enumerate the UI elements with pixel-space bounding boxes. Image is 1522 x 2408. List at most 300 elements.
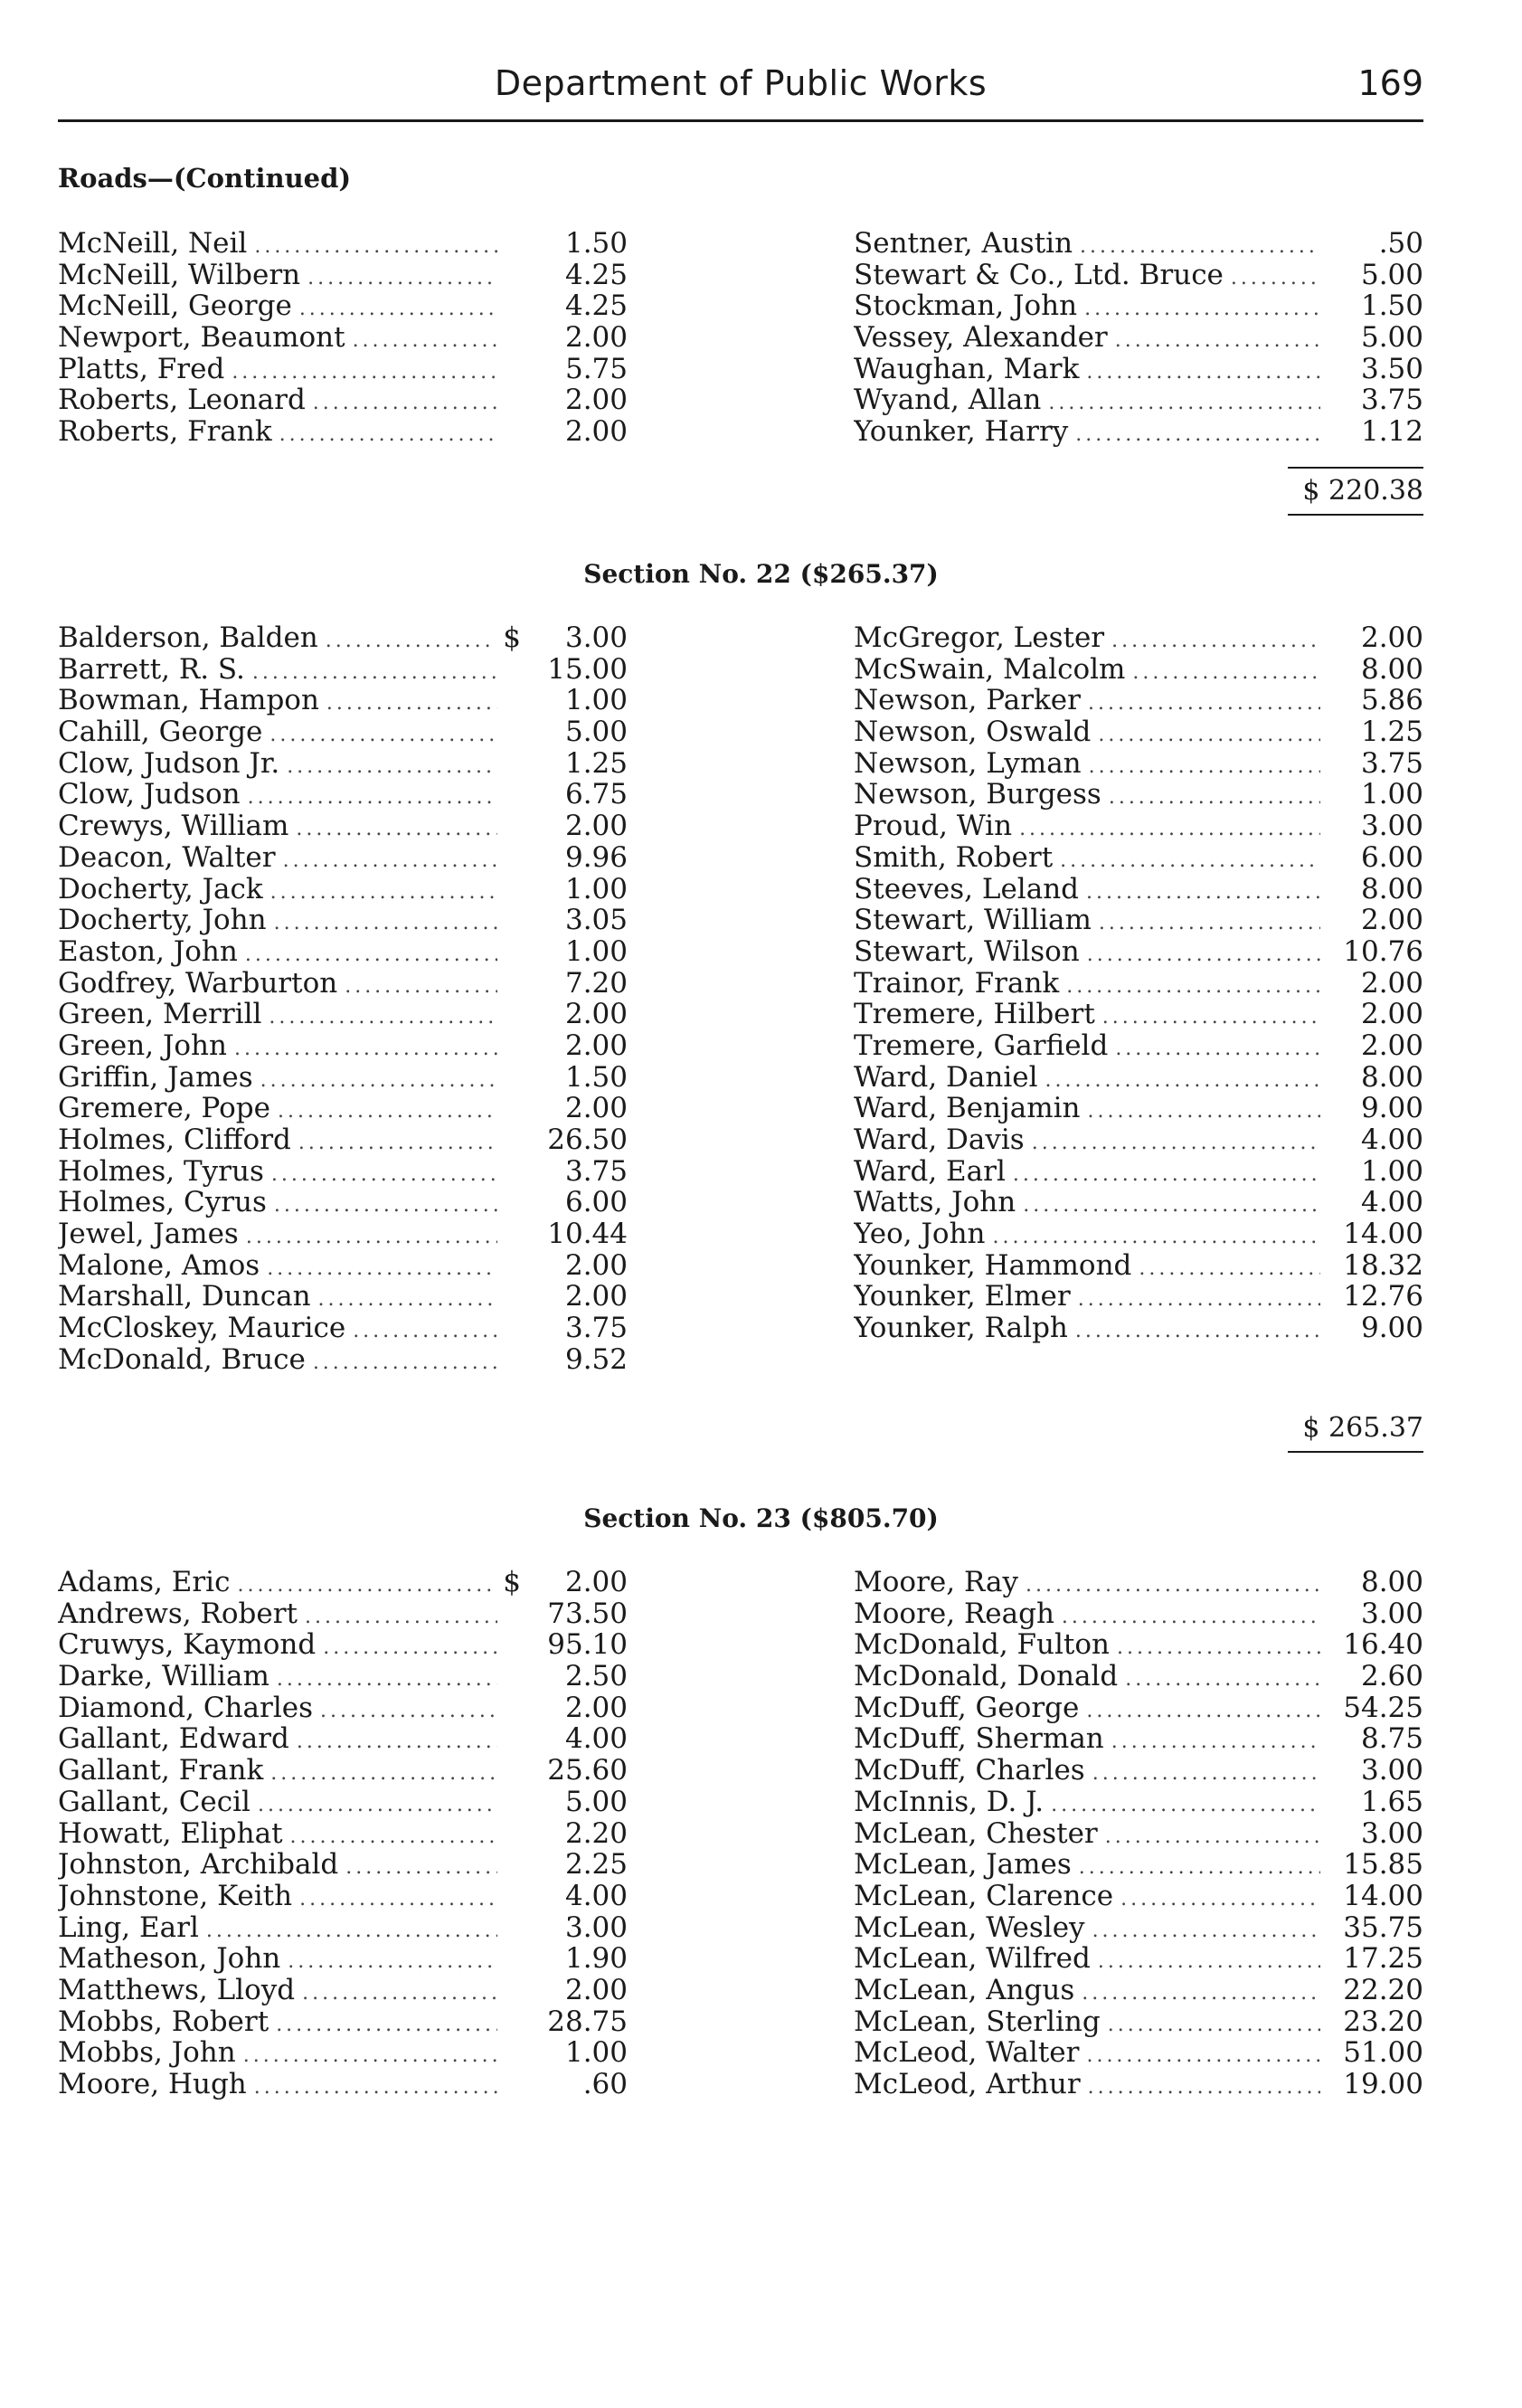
ledger-row [854, 2006, 1423, 2038]
ledger-row [854, 622, 1423, 654]
ledger-row [58, 842, 628, 874]
payment-amount: 1.65 [1360, 1786, 1423, 1818]
dot-leader [307, 263, 497, 291]
dot-leader [234, 1034, 497, 1062]
payment-amount: 2.00 [564, 1974, 628, 2006]
dot-leader [1098, 720, 1320, 748]
dot-leader [1115, 326, 1320, 354]
ledger-row [58, 2069, 628, 2100]
payee-name: McDonald, Bruce [58, 1343, 306, 1376]
payment-amount: 6.75 [564, 779, 628, 811]
payee-name: Waughan, Mark [854, 353, 1080, 385]
payee-name: Moore, Hugh [58, 2069, 247, 2100]
dot-leader [345, 1853, 497, 1881]
dot-leader [1115, 1034, 1320, 1062]
ledger-row [854, 416, 1423, 448]
ledger-row [58, 1755, 628, 1787]
payment-amount: 2.50 [564, 1661, 628, 1692]
ledger-row [854, 1313, 1423, 1344]
ledger-row [854, 842, 1423, 874]
payment-amount: 3.00 [1360, 1755, 1423, 1787]
ledger-row [854, 354, 1423, 385]
payee-name: McLean, James [854, 1849, 1072, 1881]
ledger-row [58, 779, 628, 811]
dot-leader [267, 1254, 497, 1282]
ledger-row [58, 1313, 628, 1344]
payment-amount: 1.00 [564, 685, 628, 717]
ledger-row [854, 1598, 1423, 1630]
dot-leader [353, 1316, 497, 1344]
dot-leader [305, 1602, 497, 1630]
payee-name: Clow, Judson Jr. [58, 747, 280, 780]
ledger-row [58, 1567, 628, 1598]
payment-amount: 2.00 [564, 1093, 628, 1124]
page-header [58, 63, 1423, 114]
payment-amount: 3.75 [564, 1313, 628, 1344]
payment-amount: 28.75 [547, 2005, 628, 2038]
ledger-row [854, 1218, 1423, 1250]
payment-amount: 2.00 [564, 1029, 628, 1062]
payment-amount: 35.75 [1343, 1911, 1423, 1944]
payment-amount: 1.00 [1360, 1155, 1423, 1188]
payment-amount: 1.00 [564, 2037, 628, 2069]
dot-leader [274, 908, 497, 936]
payee-name: Holmes, Tyrus [58, 1155, 264, 1188]
ledger-row [58, 811, 628, 842]
payee-name: Godfrey, Warburton [58, 967, 338, 1000]
payee-name: Cruwys, Kaymond [58, 1629, 317, 1662]
payee-name: Howatt, Eliphat [58, 1817, 283, 1850]
ledger-row [854, 716, 1423, 748]
payment-amount: 3.00 [1360, 1597, 1423, 1630]
dot-leader [298, 1128, 497, 1156]
payee-name: Stewart & Co., Ltd. Bruce [854, 259, 1224, 291]
ledger-row [58, 622, 628, 654]
payee-name: Cahill, George [58, 716, 263, 748]
payee-name: Gallant, Frank [58, 1755, 264, 1787]
dot-leader [1111, 1727, 1320, 1755]
ledger-row [854, 1881, 1423, 1912]
payee-name: McCloskey, Maurice [58, 1313, 346, 1344]
payee-name: Sentner, Austin [854, 228, 1073, 260]
ledger-row [58, 685, 628, 716]
dot-leader [1092, 1916, 1320, 1944]
ledger-row [854, 1093, 1423, 1124]
payment-amount: 2.00 [1360, 905, 1423, 936]
dot-leader [323, 1633, 497, 1661]
payment-amount: 8.00 [1360, 1061, 1423, 1094]
dot-leader [1231, 263, 1320, 291]
payment-amount: .50 [1378, 228, 1423, 260]
ledger-row [58, 290, 628, 322]
payee-name: McLean, Sterling [854, 2005, 1101, 2038]
payee-name: Holmes, Cyrus [58, 1187, 267, 1219]
dot-leader [1086, 877, 1320, 905]
payee-name: Younker, Hammond [854, 1249, 1132, 1282]
payment-amount: 4.25 [564, 259, 628, 291]
total-rule-bottom [1288, 514, 1423, 516]
payee-name: Clow, Judson [58, 779, 241, 811]
dot-leader [277, 1664, 497, 1692]
payment-amount: 16.40 [1343, 1629, 1423, 1662]
roads-right-column [854, 228, 1423, 448]
ledger-row [854, 322, 1423, 354]
section-22-left-column [58, 622, 628, 1376]
ledger-row [58, 936, 628, 968]
dot-leader [252, 658, 497, 686]
payee-name: Younker, Elmer [854, 1281, 1071, 1313]
dot-leader [1120, 1884, 1320, 1912]
payment-amount: 12.76 [1343, 1281, 1423, 1313]
payment-amount: 2.20 [564, 1817, 628, 1850]
payment-amount: 2.00 [564, 999, 628, 1030]
dot-leader [276, 2010, 497, 2038]
payee-name: Stewart, William [854, 905, 1092, 936]
payment-amount: 2.00 [564, 384, 628, 417]
ledger-row [58, 1030, 628, 1062]
page-title: Department of Public Works [494, 63, 988, 103]
payee-name: Holmes, Clifford [58, 1124, 291, 1156]
ledger-row [58, 1281, 628, 1313]
dot-leader [1117, 1633, 1320, 1661]
ledger-row [854, 1629, 1423, 1661]
ledger-row [854, 1187, 1423, 1218]
payment-amount: 3.05 [564, 905, 628, 936]
payee-name: Ward, Benjamin [854, 1093, 1081, 1124]
payee-name: McNeill, Wilbern [58, 259, 301, 291]
dot-leader [1079, 1853, 1320, 1881]
payee-name: Barrett, R. S. [58, 653, 245, 686]
payment-amount: 1.00 [564, 873, 628, 905]
payment-amount: 2.00 [564, 1249, 628, 1282]
dollar-sign: $ [503, 622, 521, 654]
ledger-row [854, 905, 1423, 936]
ledger-row [58, 1062, 628, 1094]
dot-leader [1098, 1947, 1320, 1975]
ledger-row [854, 1692, 1423, 1724]
dot-leader [299, 294, 497, 322]
payment-amount: 1.50 [564, 1061, 628, 1094]
payee-name: McNeill, George [58, 290, 292, 323]
ledger-row [58, 1943, 628, 1975]
payment-amount: 2.00 [564, 416, 628, 448]
dot-leader [1109, 782, 1320, 811]
dot-leader [206, 1916, 497, 1944]
dot-leader [313, 388, 497, 416]
ledger-row [58, 2006, 628, 2038]
ledger-row [58, 1912, 628, 1944]
total-rule-bottom [1288, 1451, 1423, 1453]
dot-leader [1111, 626, 1320, 654]
payee-name: McDuff, Sherman [854, 1723, 1104, 1756]
payment-amount: 5.75 [564, 353, 628, 385]
dot-leader [1078, 1285, 1320, 1313]
payment-amount: 2.00 [1360, 1029, 1423, 1062]
dot-leader [1051, 1790, 1320, 1818]
ledger-row [58, 1661, 628, 1692]
payee-name: Proud, Win [854, 811, 1013, 842]
dot-leader [326, 626, 496, 654]
payee-name: Diamond, Charles [58, 1692, 313, 1724]
ledger-row [58, 716, 628, 748]
payment-amount: 73.50 [547, 1597, 628, 1630]
ledger-row [58, 1787, 628, 1818]
payment-amount: 14.00 [1343, 1218, 1423, 1250]
payment-amount: 3.00 [1360, 811, 1423, 842]
payment-amount: 23.20 [1343, 2005, 1423, 2038]
payment-amount: 9.52 [564, 1343, 628, 1376]
dot-leader [254, 232, 497, 260]
payment-amount: 2.00 [564, 1567, 628, 1598]
ledger-row [58, 748, 628, 780]
payee-name: Easton, John [58, 935, 238, 968]
ledger-row [58, 999, 628, 1030]
payee-name: Wyand, Allan [854, 384, 1042, 417]
payee-name: Tremere, Garfield [854, 1029, 1109, 1062]
section-23-right-column [854, 1567, 1423, 2100]
payment-amount: 5.00 [1360, 259, 1423, 291]
payment-amount: 3.00 [564, 622, 628, 654]
dot-leader [1080, 232, 1320, 260]
dot-leader [1099, 908, 1320, 936]
dot-leader [326, 688, 497, 716]
dot-leader [288, 1947, 497, 1975]
ledger-row [58, 1723, 628, 1755]
payment-amount: 4.00 [564, 1723, 628, 1756]
dot-leader [1062, 1602, 1320, 1630]
dot-leader [1088, 688, 1320, 716]
dot-leader [283, 846, 497, 874]
payment-amount: 9.00 [1360, 1093, 1423, 1124]
payee-name: McDuff, George [854, 1692, 1080, 1724]
dot-leader [1132, 658, 1320, 686]
payee-name: Johnstone, Keith [58, 1880, 293, 1912]
ledger-row [58, 874, 628, 905]
ledger-row [58, 1218, 628, 1250]
dot-leader [1082, 1978, 1320, 2006]
payee-name: Matheson, John [58, 1943, 281, 1975]
payment-amount: 6.00 [1360, 841, 1423, 874]
dollar-sign: $ [503, 1567, 521, 1598]
dot-leader [270, 877, 497, 905]
dot-leader [1088, 2072, 1320, 2100]
payee-name: McLean, Angus [854, 1974, 1075, 2006]
dot-leader [1084, 294, 1320, 322]
payee-name: Adams, Eric [58, 1567, 231, 1598]
payee-name: Younker, Ralph [854, 1313, 1068, 1344]
payment-amount: 8.00 [1360, 873, 1423, 905]
dot-leader [1092, 1759, 1320, 1787]
dot-leader [1089, 752, 1320, 780]
payment-amount: 3.00 [1360, 1817, 1423, 1850]
section-22-heading: Section No. 22 ($265.37) [583, 559, 939, 589]
payee-name: Newson, Lyman [854, 747, 1082, 780]
payee-name: Ling, Earl [58, 1911, 199, 1944]
ledger-row [854, 1755, 1423, 1787]
ledger-row [854, 1723, 1423, 1755]
dot-leader [248, 782, 497, 811]
dot-leader [269, 720, 497, 748]
ledger-row [58, 384, 628, 416]
ledger-row [854, 1943, 1423, 1975]
payment-amount: 4.25 [564, 290, 628, 323]
payment-amount: 51.00 [1343, 2037, 1423, 2069]
payee-name: Roberts, Frank [58, 416, 272, 448]
ledger-row [58, 905, 628, 936]
payee-name: Ward, Daniel [854, 1061, 1038, 1094]
payee-name: Gallant, Cecil [58, 1786, 251, 1818]
payee-name: McLean, Wilfred [854, 1943, 1091, 1975]
payee-name: McDonald, Fulton [854, 1629, 1111, 1662]
ledger-row [854, 228, 1423, 260]
dot-leader [1026, 1570, 1320, 1598]
payee-name: Yeo, John [854, 1218, 986, 1250]
dot-leader [320, 1696, 497, 1724]
payment-amount: 15.85 [1343, 1849, 1423, 1881]
payment-amount: 4.00 [564, 1880, 628, 1912]
continued-heading: Roads—(Continued) [58, 163, 352, 194]
payment-amount: 3.50 [1360, 353, 1423, 385]
ledger-row [854, 1030, 1423, 1062]
payment-amount: 2.00 [1360, 622, 1423, 654]
payment-amount: 2.00 [564, 1692, 628, 1724]
payment-amount: 10.44 [547, 1218, 628, 1250]
payment-amount: 3.75 [1360, 384, 1423, 417]
ledger-row [854, 1787, 1423, 1818]
payee-name: Docherty, Jack [58, 873, 263, 905]
dot-leader [297, 1727, 497, 1755]
dot-leader [269, 1002, 497, 1030]
dot-leader [345, 972, 497, 1000]
ledger-row [58, 354, 628, 385]
payee-name: Mobbs, Robert [58, 2005, 269, 2038]
payee-name: Malone, Amos [58, 1249, 260, 1282]
payment-amount: 4.00 [1360, 1124, 1423, 1156]
section-23-heading: Section No. 23 ($805.70) [583, 1503, 939, 1533]
payee-name: McGregor, Lester [854, 622, 1105, 654]
payment-amount: 4.00 [1360, 1187, 1423, 1219]
payment-amount: 22.20 [1343, 1974, 1423, 2006]
payee-name: McLean, Wesley [854, 1911, 1085, 1944]
ledger-row [854, 260, 1423, 291]
payee-name: Steeves, Leland [854, 873, 1079, 905]
payee-name: McSwain, Malcolm [854, 653, 1126, 686]
dot-leader [1019, 814, 1320, 842]
payment-amount: 14.00 [1343, 1880, 1423, 1912]
ledger-row [58, 1692, 628, 1724]
section-22-total [1288, 1406, 1423, 1453]
ledger-row [854, 1250, 1423, 1282]
ledger-row [58, 1975, 628, 2006]
payment-amount: 18.32 [1343, 1249, 1423, 1282]
ledger-row [58, 1818, 628, 1850]
total-amount: $ 265.37 [1302, 1412, 1423, 1444]
payment-amount: 10.76 [1343, 935, 1423, 968]
payment-amount: 9.96 [564, 841, 628, 874]
payee-name: McLeod, Walter [854, 2037, 1080, 2069]
ledger-row [58, 1124, 628, 1156]
payment-amount: 3.00 [564, 1911, 628, 1944]
payee-name: McLean, Clarence [854, 1880, 1114, 1912]
dot-leader [299, 1884, 497, 1912]
ledger-row [854, 685, 1423, 716]
payee-name: Vessey, Alexander [854, 322, 1108, 354]
payment-amount: 9.00 [1360, 1313, 1423, 1344]
payee-name: Johnston, Archibald [58, 1849, 339, 1881]
payee-name: McDuff, Charles [854, 1755, 1085, 1787]
ledger-row [854, 2037, 1423, 2069]
dot-leader [279, 420, 497, 448]
ledger-row [58, 1598, 628, 1630]
payee-name: Ward, Earl [854, 1155, 1006, 1188]
payee-name: Bowman, Hampon [58, 685, 319, 717]
dot-leader [1060, 846, 1320, 874]
ledger-row [58, 260, 628, 291]
payee-name: Crewys, William [58, 811, 289, 842]
dot-leader [270, 1759, 497, 1787]
ledger-row [58, 228, 628, 260]
payee-name: McLean, Chester [854, 1817, 1098, 1850]
payee-name: Green, John [58, 1029, 227, 1062]
payment-amount: 1.00 [564, 935, 628, 968]
dot-leader [1075, 1316, 1320, 1344]
payment-amount: 3.75 [564, 1155, 628, 1188]
ledger-row [58, 1250, 628, 1282]
payment-amount: 8.00 [1360, 653, 1423, 686]
ledger-row [854, 1912, 1423, 1944]
payment-amount: 1.25 [564, 747, 628, 780]
ledger-row [854, 936, 1423, 968]
dot-leader [1108, 2010, 1320, 2038]
dot-leader [1075, 420, 1320, 448]
payment-amount: 95.10 [547, 1629, 628, 1662]
dot-leader [1139, 1254, 1320, 1282]
dot-leader [296, 814, 497, 842]
dot-leader [254, 2072, 497, 2100]
payee-name: Platts, Fred [58, 353, 225, 385]
ledger-row [854, 999, 1423, 1030]
payment-amount: 1.90 [564, 1943, 628, 1975]
ledger-row [854, 1849, 1423, 1881]
payee-name: McNeill, Neil [58, 228, 248, 260]
payee-name: Docherty, John [58, 905, 267, 936]
payment-amount: 26.50 [547, 1124, 628, 1156]
payee-name: Stockman, John [854, 290, 1078, 323]
dot-leader [318, 1285, 497, 1313]
ledger-row [58, 1881, 628, 1912]
dot-leader [313, 1348, 497, 1376]
ledger-row [854, 1281, 1423, 1313]
payment-amount: 2.00 [1360, 999, 1423, 1030]
payment-amount: 8.00 [1360, 1567, 1423, 1598]
payment-amount: 5.00 [564, 1786, 628, 1818]
payee-name: Mobbs, John [58, 2037, 236, 2069]
ledger-row [58, 1629, 628, 1661]
dot-leader [1013, 1160, 1320, 1188]
ledger-row [58, 1344, 628, 1376]
payee-name: Watts, John [854, 1187, 1016, 1219]
payment-amount: 2.00 [1360, 967, 1423, 1000]
payment-amount: 2.60 [1360, 1661, 1423, 1692]
ledger-row [58, 1093, 628, 1124]
dot-leader [290, 1822, 497, 1850]
payee-name: Smith, Robert [854, 841, 1054, 874]
payee-name: Newport, Beaumont [58, 322, 345, 354]
payee-name: Andrews, Robert [58, 1597, 298, 1630]
ledger-row [854, 1062, 1423, 1094]
ledger-row [58, 1156, 628, 1188]
ledger-row [854, 1661, 1423, 1692]
